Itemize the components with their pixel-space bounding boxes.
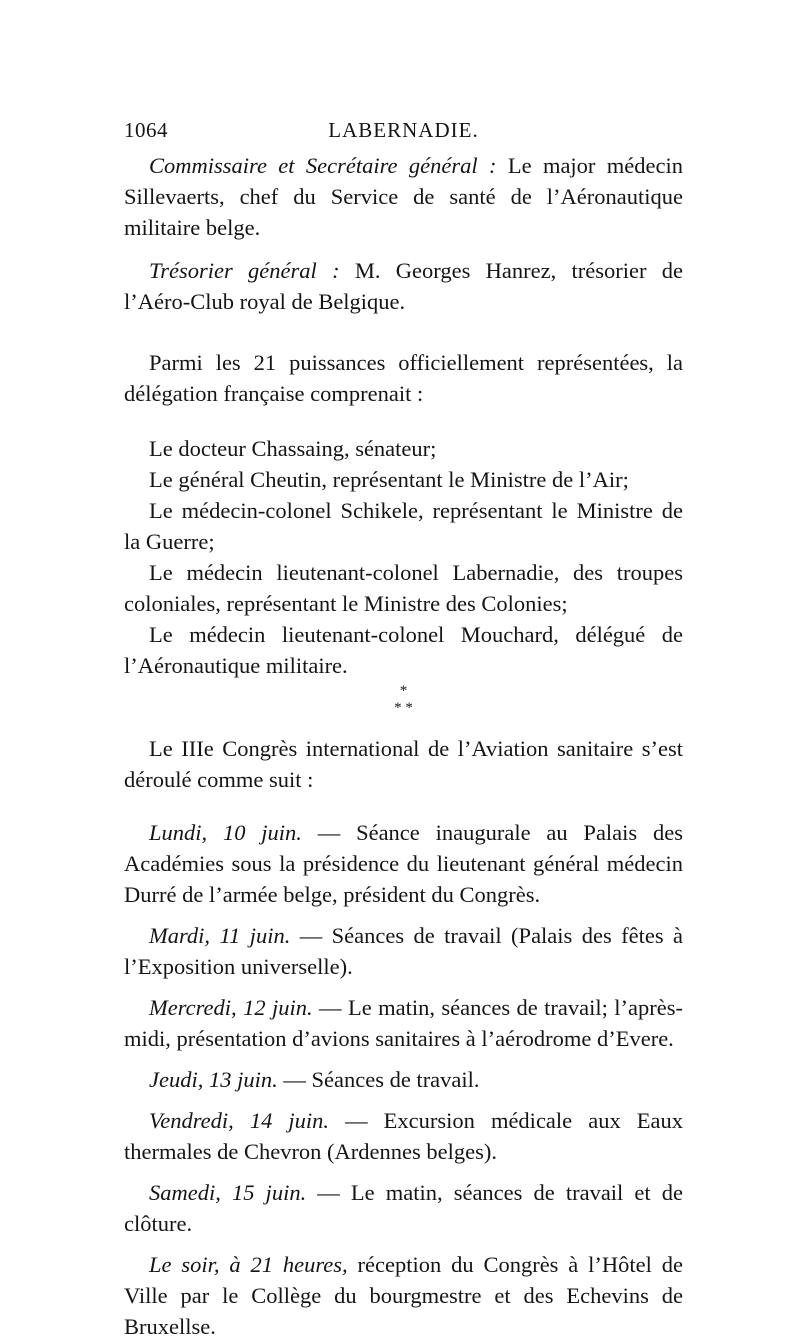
schedule-day: Mardi, 11 juin. — [149, 923, 291, 948]
committee-entry — [124, 150, 683, 243]
congress-intro: Le IIIe Congrès international de l’Aviation sanitaire s’est déroulé comme suit : — [124, 736, 683, 792]
delegation-item: Le docteur Chassaing, sénateur; — [149, 436, 437, 461]
delegation-item: Le médecin lieutenant-colonel Labernadie, des troupes coloniales, représentant le Ministre des Colonies; — [124, 560, 683, 616]
schedule-item — [124, 992, 683, 1054]
role-label: Trésorier général : — [149, 258, 340, 283]
separator-top: * — [399, 683, 408, 699]
page-header — [124, 118, 683, 148]
delegation-item: Le médecin-colonel Schikele, représentant le Ministre de la Guerre; — [124, 498, 683, 554]
page-body — [124, 150, 683, 1342]
schedule-day: Vendredi, 14 juin. — [149, 1108, 330, 1133]
page-number: 1064 — [124, 118, 168, 142]
schedule-item — [124, 1249, 683, 1342]
role-text: M. Georges Hanrez, trésorier de l’Aéro-Club royal de Belgique. — [124, 258, 683, 314]
schedule-text: — Séances de travail. — [277, 1067, 480, 1092]
schedule-item — [124, 1064, 683, 1095]
schedule-text: — Séances de travail (Palais des fêtes à l’Exposition universelle). — [124, 923, 683, 979]
schedule-text: — Excursion médicale aux Eaux thermales de Chevron (Ardennes belges). — [124, 1108, 683, 1164]
role-label: Commissaire et Secrétaire général : — [149, 153, 497, 178]
schedule-text: réception du Congrès à l’Hôtel de Ville par le Collège du bourgmestre et des Echevins de Bruxellse. — [124, 1252, 683, 1339]
schedule-text: — Le matin, séances de travail; l’après-midi, présentation d’avions sanitaires à l’aérodrome d’Evere. — [124, 995, 683, 1051]
delegation-intro: Parmi les 21 puissances officiellement représentées, la délégation française comprenait : — [124, 350, 683, 406]
schedule-text: — Le matin, séances de travail et de clôture. — [124, 1180, 683, 1236]
schedule-text: — Séance inaugurale au Palais des Académies sous la présidence du lieutenant général médecin Durré de l’armée belge, président du Congrès. — [124, 820, 683, 907]
running-head: LABERNADIE. — [328, 118, 479, 142]
schedule-item — [124, 817, 683, 910]
committee-entry — [124, 255, 683, 317]
schedule-item — [124, 1177, 683, 1239]
schedule-day: Jeudi, 13 juin. — [149, 1067, 278, 1092]
schedule-day: Lundi, 10 juin. — [149, 820, 302, 845]
schedule-item — [124, 1105, 683, 1167]
delegation-list — [124, 433, 683, 681]
schedule-day: Mercredi, 12 juin. — [149, 995, 313, 1020]
schedule-day: Samedi, 15 juin. — [149, 1180, 307, 1205]
schedule-day: Le soir, à 21 heures, — [149, 1252, 348, 1277]
schedule-list — [124, 817, 683, 1342]
role-text: Le major médecin Sillevaerts, chef du Service de santé de l’Aéronautique militaire belge. — [124, 153, 684, 240]
delegation-item: Le médecin lieutenant-colonel Mouchard, délégué de l’Aéronautique militaire. — [124, 622, 683, 678]
separator-bottom: * * — [394, 700, 413, 716]
delegation-item: Le général Cheutin, représentant le Ministre de l’Air; — [149, 467, 629, 492]
schedule-item — [124, 920, 683, 982]
section-separator — [124, 681, 683, 723]
